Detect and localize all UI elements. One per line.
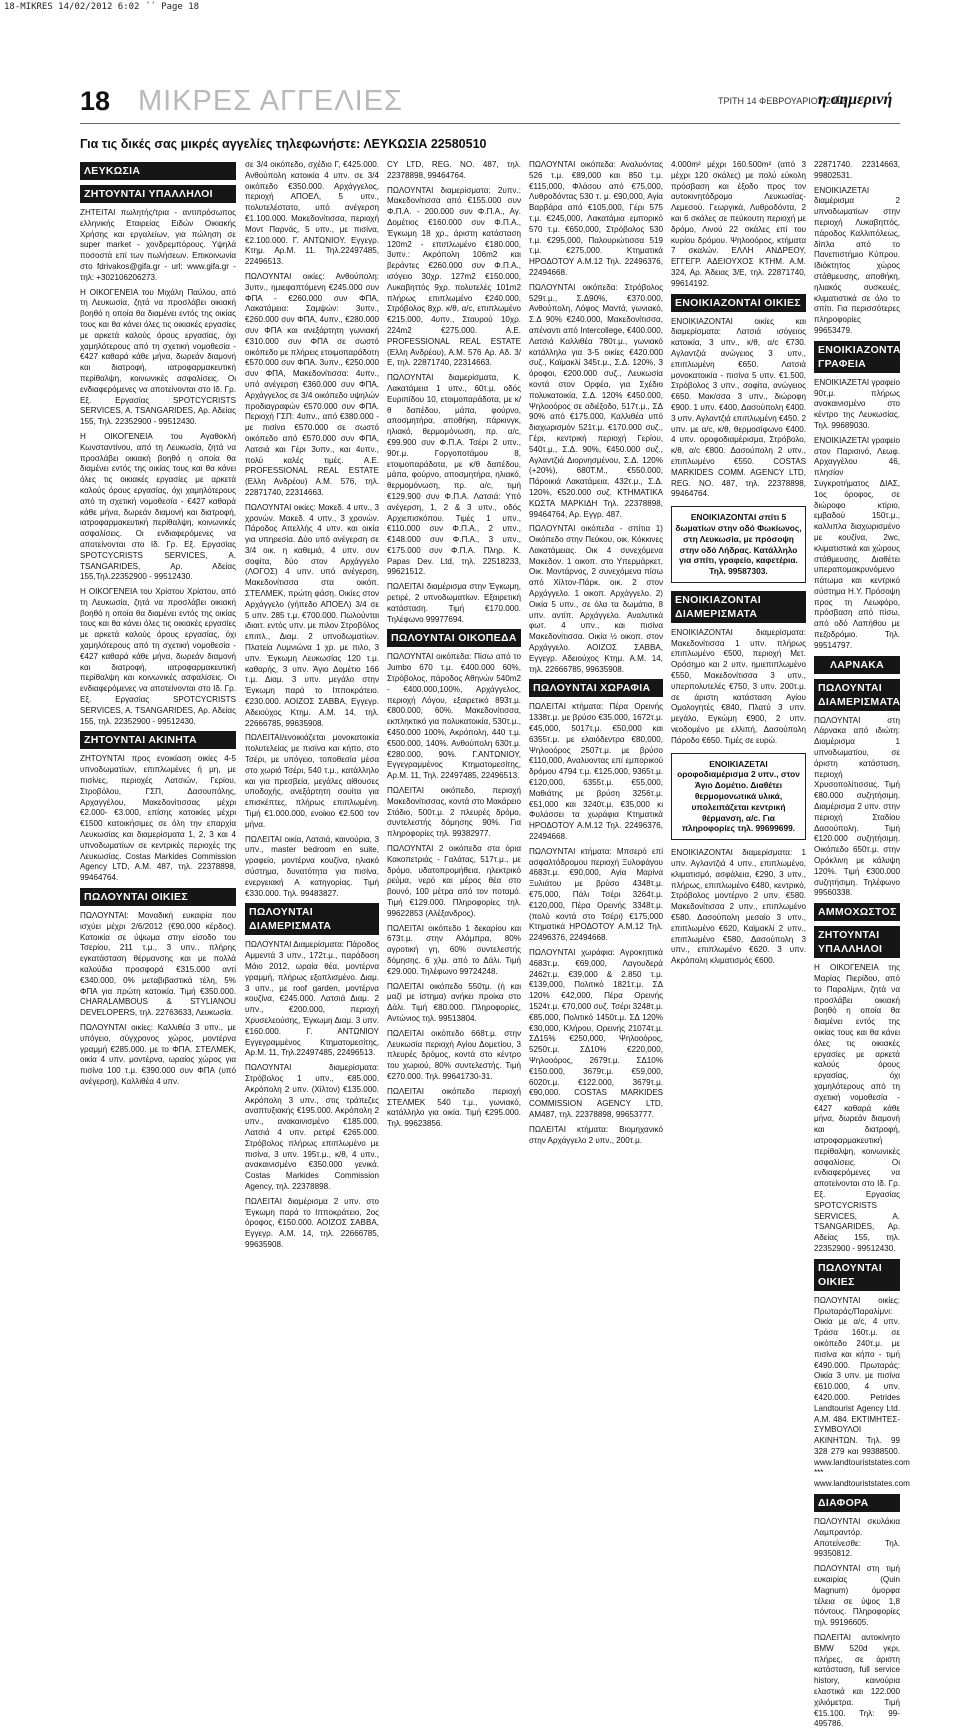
classified-ad: CY LTD, REG. NO. 487, τηλ. 22378898, 99464764. [387,160,521,180]
category-header: ΖΗΤΟΥΝΤΑΙ ΑΚΙΝΗΤΑ [80,731,236,749]
classified-ad: 22871740. 22314663, 99802531. [814,160,900,180]
category-header: ΠΩΛΟΥΝΤΑΙ ΧΩΡΑΦΙΑ [529,679,663,697]
printer-slug: 18-MIKRES 14/02/2012 6:02 ΄΄ Page 18 [4,2,200,12]
classified-ad: ΠΩΛΕΙΤΑΙ διαμέρισμα στην Έγκωμη, ρετιρέ, 2 υπνοδωματίων. Εξαιρετική κατάσταση. Τιμή €170.000. Τηλέφωνο 99977694. [387,582,521,624]
classified-ad: ΕΝΟΙΚΙΑΖΕΤΑΙ γραφείο στον Παρισινό, Λεωφ. Αρχαγγέλου 46, πλησίον Συγκροτήματος ΔΙΑΣ, 1ος όροφος, σε διώροφο κτίριο, εμβαδού 150τ.μ., καλλιπλα διαχωρισμένο με κουζίνα, 2wc, κλιματιστικά και χώρους στάθμευσης. Διαθέτει υπεραπομακρυνόμενο πάτωμα και κεντρικό σύστημα Η.Υ. Πρόσοψη προς τη Λεωφόρο, πρόσβαση από πίσω, από οδό Λαπήθου με πεζοδρόμιο. Τηλ. 99514797. [814,435,900,650]
classified-ad: Η ΟΙΚΟΓΕΝΕΙΑ του Μιχάλη Παύλου, από τη Λευκωσία, ζητά να προσλάβει οικιακή βοηθό η οποία θα διαμένει εντός της οικίας τους και θα κάνει όλες τις οικιακές εργασίες με αρκετά καλούς όρους εργασίας, όχι χαμηλότερους από τη σχετική νομοθεσία - €427 καθαρά κάθε μήνα, δωρεάν διαμονή και διατροφή, ιατροφαρμακευτική περίθαλψη, κοινωνικές ασφαλίσεις. Οι ενδιαφερόμενες να αποτείνονται στο Ιδ. Γρ. Εξ. Εργασίας SPOTCYCRISTS SERVICES, A. TSANGARIDES, Αρ. Αδείας 155, Τηλ. 22352900 - 99512430. [80,287,236,427]
classified-ad: ΠΩΛΟΥΝΤΑΙ οικόπεδα - σπίτια 1) Οικόπεδο στην Πεύκου, οικ. Κόκκινες Λακατάμειας. Οικ 4 συνεχόμενα Μακεδον. 1 οικοπ. στο Υπερμάρκετ, Οικ. Μοντάρνος, 2 συνεχόμενα πίσω από Χίλτον-Πάρκ. οικ. 2 στον Αρχάγγελο. 1 οικοπ. Αρχάγγελο. 2) Οικία 5 υπν., σε όλα τα δωμάτια, 8 υπν. αντίπ. Αρχάγγελο. Αναλυτικά φωτ. 4 υπν., και πισίνα Μακεδονίτισσα. Οικία ½ οικοπ. στον Αρχάγγελο. ΑΟΙΖΟΣ ΣΑΒΒΑ, Εγγεγρ. Αδειούχος Κτημ. Α.Μ. 14, τηλ. 22666785, 99635908. [529,524,663,674]
classified-ad: ΠΩΛΟΥΝΤΑΙ στη τιμή ευκαιρίας (Quin Magnum) όμορφα τέλεια σε ύψος 1,8 πόντους. Πληροφορίες τηλ. 99196605. [814,1564,900,1628]
classified-ad: ΠΩΛΟΥΝΤΑΙ οικίες: Καλλιθέα 3 υπν., με υπόγειο, σύγχρονος χώρος, μοντέρνα γραμμή €285.000. με το ΦΠΑ. ΣΤΕΛΜΕΚ, οικία 4 υπν. μοντέρνα, ωραίος χώρος για πισίνα 100 τ.μ. €390.000 συν ΦΠΑ (υπό ανέγερση), Καλλιθέα 4 υπν. [80,1022,236,1086]
classified-ad: ΕΝΟΙΚΙΑΖΕΤΑΙ γραφείο 90τ.μ. πλήρως ανακαινισμένο στο κέντρο της Λευκωσίας. Τηλ. 99689030. [814,377,900,430]
category-header-city: ΛΑΡΝΑΚΑ [814,656,900,674]
column-6 [814,160,910,1729]
classified-ad: ΠΩΛΟΥΝΤΑΙ σκυλάκια Λαμπραντόρ. Αποτείνεσθε: Τηλ. 99350812. [814,1517,900,1559]
classified-ad: ΠΩΛΕΙΤΑΙ αυτοκίνητο BMW 520d γκρι, πλήρες, σε άριστη κατάσταση, full service history, καινούρια ελαστικά και 122.000 χιλιόμετρα. Τιμή €15.100. Τηλ: 99-495786. [814,1633,900,1729]
header-rule [80,123,900,124]
classified-ad: ΠΩΛΟΥΝΤΑΙ χωράφια: Αγροκηπικά 4683τ.μ. €69,000, Λαγουδερά 2462τ.μ. €39,000 & 2.850 τ.μ. €139,000, Πολιτικό 1821τ.μ. ΣΔ 120% €42,000, Πέρα Ορεινής 1524τ.μ. €70,000 συζ. Τσέρι 3248τ.μ. €85,000, Πολιτικό 1450τ.μ. ΣΔ 120% €30,000, Κλήρου, Ορεινής 21074τ.μ. ΣΔ15% €250,000, Ψηλοοόρος, 5250τ.μ. ΣΔ10% €220,000, Ψηλοοόρος, 2679τ.μ. ΣΔ10% €150.000, 3679τ.μ. €59,000, 6020τ.μ. €122.000, 3679τ.μ. €90,000. COSTAS MARKIDES COMMISSION AGENCY LTD, AM487, τηλ. 22378898, 99653777. [529,947,663,1119]
classified-ad: ΠΩΛΕΙΤΑΙ οικόπεδο 668τ.μ. στην Λευκωσία περιοχή Αγίου Δομετίου, 3 πλευρές δρόμος, κοντά στο κέντρο του χωριού, 80% συντελεστής. Τιμή €270.000. Τηλ. 99641730-31. [387,1028,521,1081]
section-title: ΜΙΚΡΕΣ ΑΓΓΕΛΙΕΣ [138,85,403,117]
boxed-ad: ΕΝΟΙΚΙΑΖΟΝΤΑΙ σπίτι 5 δωματίων στην οδό Φωκίωνος, στη Λευκωσία, με πρόσοψη στην οδό Λήδρας. Κατάλληλο για σπίτι, γραφείο, καφετέρια. Τηλ. 99587303. [671,506,806,583]
category-header: ΔΙΑΦΟΡΑ [814,1494,900,1512]
category-header-city: ΑΜΜΟΧΩΣΤΟΣ [814,903,900,921]
classified-ad: ΠΩΛΕΙΤΑΙ κτήματα: Πέρα Ορεινής 1338τ.μ. με βρύσο €35.000, 1672τ.μ. €45,000, 5017τ.μ. €50,000 και 6355τ.μ. με ελαιόδεντρα €80,000, Ψηλοοόρος 2507τ.μ. με βρύσο €110,000, Αναλυοντας επί εμπορικού δρόμου 4794 τ.μ. €125,000, 9365τ.μ. €120,000, 6355τ.μ. €55,000, Μαθιάτης με βρύση 3256τ.μ. €51,000 και 3240τ.μ. €35,000 κι Φυλάσσει τα χωράφια Κτηματικά ΗΡΟΔΟΤΟΥ Α.Μ.12 Τηλ. 22496376, 22494668. [529,702,663,842]
classified-ad: ΠΩΛΟΥΝΤΑΙ οικίες: Ανθούπολη: 3υπν., ημιεφαπτόμενη €245.000 συν ΦΠΑ - €260.000 συν ΦΠΑ, Λακατάμεια: Σαμψών: 3υπν., €260.000 συν ΦΠΑ, 4υπν., €280.000 συν ΦΠΑ και ανεξάρτητη γωνιακή €310.000 συν ΦΠΑ σε σωστό οικόπεδο με πλήρεις ετοιμοπαράδοτη €570.000 συν ΦΠΑ. 3υπν., €250.000 συν ΦΠΑ, Μακεδονίτισσα: 4υπν., υπό ανέγερση €360.000 συν ΦΠΑ, Αρχάγγελος σε 3/4 οικόπεδο υψηλών προδιαγραφών €570.000 συν ΦΠΑ. Περιοχή ΓΣΠ: 4υπν., από €380.000 - με πισίνα €570.000 σε σωστό οικόπεδο από €570.000 συν ΦΠΑ, Λατσιά και Γέρι 3υπν., και 4υπν., πολύ καλές τιμές. A.E. PROFESSIONAL REAL ESTATE (Ελλη Ανδρέου) A.M. 576, τηλ. 22871740, 22314663. [245,271,379,497]
classified-ad: Η ΟΙΚΟΓΕΝΕΙΑ του Χρίστου Χρίστου, από τη Λευκωσία, ζητά να προσλάβει οικιακή βοηθό η οποία θα διαμένει εντός της οικίας τους και θα κάνει όλες τις οικιακές εργασίες με αρκετά καλούς όρους εργασίας, όχι χαμηλότερους από τη σχετική νομοθεσία - €427 καθαρά κάθε μήνα, δωρεάν διαμονή και διατροφή, ιατροφαρμακευτική περίθαλψη και κοινωνικές ασφαλίσεις. Οι ενδιαφερόμενες να αποτείνονται στο Ιδ. Γρ. Εξ. Εργασίας SPOTCYCRISTS SERVICES, A. TSANGARIDES, Αρ. Αδείας 155, τηλ. 22352900 - 99512430. [80,587,236,726]
classified-ad: ΠΩΛΟΥΝΤΑΙ οικόπεδα: Αναλυόντας 526 τ.μ. €89,000 και 850 τ.μ. €115,000, Φλάσου από €75,000, Λυθροδόντας 530 τ. μ. €90,000, Αγία Βαρβάρα από €105,000, Γέρι 575 τ.μ. €245,000, Λακατάμια εμπορικό 570 τ.μ. €650,000, Στρόβολος 530 τ.μ. €295,000, Παλουριώτισσα 519 τ.μ. €275,000. Κτηματικά ΗΡΟΔΟΤΟΥ Α.Μ.12 Τηλ. 22496376, 22494668. [529,160,663,277]
page-number: 18 [80,86,111,116]
category-header: ΠΩΛΟΥΝΤΑΙ ΟΙΚΟΠΕΔΑ [387,629,521,647]
column-1 [80,160,236,1300]
classified-ad: ΠΩΛΕΙΤΑΙ οικόπεδο, περιοχή Μακεδονίτισσας, κοντά στο Μακάρειο Στάδιο, 500τ.μ. 2 πλευρές δρόμο, συντελεστής δόμησης 90%. Για πληροφορίες τηλ. 99382977. [387,786,521,839]
classified-ad: ΠΩΛΟΥΝΤΑΙ οικόπεδα: Πίσω από το Jumbo 670 τ.μ. €400.000 60%, Στρόβολος, πάροδος Αθηνών 540m2 - €400.000,100%, Αρχάγγελος, περιοχή Λόγου, εξαιρετικό 893τ.μ. €800.000, 60%. Μακεδονίτισσα, εκπληκτικό για πολυκατοικία, 530τ.μ., €450.000 100%, Ακρόπολη, 440 τ.μ. €500.000, 140%. Ανθούπολη 630τ.μ. €280.000, 90%. Γ.ΑΝΤΩΝΙΟΥ, Εγγεγραμμένος Κτηματομεσίτης, Αρ.Μ. 11, Τηλ. 22497485, 22496513. [387,652,521,781]
classified-ad: ΠΩΛΕΙΤΑΙ οικόπεδο περιοχή ΣΤΕΛΜΕΚ 540 τ.μ., γωνιακό, κατάλληλο για οικία. Τιμή €295.000. Τηλ. 99623856. [387,1086,521,1129]
classified-ad: Η ΟΙΚΟΓΕΝΕΙΑ του Αγαθοκλή Κωνσταντίνου, από τη Λευκωσία, ζητά να προσλάβει οικιακή βοηθό η οποία θα διαμένει εντός της οικίας τους και θα κάνει όλες τις οικιακές εργασίες με αρκετά καλούς όρους εργασίας, όχι χαμηλότερους από τη σχετική νομοθεσία - €427 καθαρά κάθε μήνα, δωρεάν διαμονή και διατροφή, ιατροφαρμακευτική περίθαλψη, κοινωνικές ασφαλίσεις. Οι ενδιαφερόμενες να αποτείνονται στο Ιδ. Γρ. Εξ. Εργασίας SPOTCYCRISTS SERVICES, A. TSANGARIDES, Αρ. Αδείας 155,Τηλ.22352900 - 99512430. [80,431,236,582]
category-header: ΠΩΛΟΥΝΤΑΙ ΟΙΚΙΕΣ [814,1259,900,1291]
classified-ad: ΠΩΛΟΥΝΤΑΙ Διαμερίσματα: Πάροδος Αμμεντά 3 υπν., 172τ.μ., παράδοση Μάιο 2012, ωραία θέα, μοντέρνα γραμμή, πλήρως εξοπλισμένο. Διαμ. 3 υπν., με roof garden, μοντέρνα κουζίνα, €245.000. Λατσιά Διαμ. 2 υπν., €200.000, περιοχή Χρυσελεούσης, Έγκωμη Διαμ. 3 υπν. €160.000. Γ. ΑΝΤΩΝΙΟΥ Εγγεγραμμένος Κτηματομεσίτης, Αρ.Μ. 11, Τηλ.22497485, 22496513. [245,940,379,1058]
column-3 [387,160,521,1300]
classified-ad: ΖΗΤΟΥΝΤΑΙ προς ενοικίαση οικίες 4-5 υπνοδωματίων, επιπλωμένες ή μη, με πισίνες, περιοχές Λατσιών, Γερίου, Στροβόλου, ΓΣΠ, Δασουπόλης, Αρχαγγέλου, Μακεδονίτισσας μέχρι €2.000- €3.000, επίσης κατοικίες μέχρι €1500 κατοικήσιμες σε όλη την επαρχία Λευκωσίας και διαμερίσματα 1, 2, 3 και 4 υπνοδωματίων σε κεντρικές περιοχές της Λευκωσίας. Costas Markides Commission Agency LTD, A.M. 487, τηλ. 22378898, 99464764. [80,754,236,883]
category-header-city: ΛΕΥΚΩΣΙΑ [80,162,236,180]
classified-ad: ΠΩΛΟΥΝΤΑΙ στη Λάρνακα από ιδιώτη: Διαμέρισμα 1 υπνοδωματίου, σε άριστη κατάσταση, περιοχή Χρυσοπολίτισσας. Τιμή €80.000 συζητήσιμη. Διαμέρισμα 2 υπν. στην περιοχή Σταδίου Δασούπολη. Τιμή €120.000 συζητήσιμη. Οικόπεδο 650τ.μ. στην Ορόκλινη με κάλυψη 120%. Τιμή €300.000 συζητήσιμη. Τηλέφωνο 99560338. [814,715,900,898]
classified-ad: ΠΩΛΟΥΝΤΑΙ κτήματα: Μπσερό επί ασφαλτόδρομου περιοχή Ξυλοφάγου 4683τ.μ. €90,000, Αγία Μαρίνα Ξυλιάτου με βρύσο 4348τ.μ. €75,000, Πάλι Τσέρι 3264τ.μ. €120,000, Πέρα Ορεινής 3348τ.μ. (πολύ κοντά στο Τσέρι) €175,000 Κτηματικά ΗΡΟΔΟΤΟΥ Α.Μ.12 Τηλ. 22496376, 22494668. [529,846,663,943]
column-4 [529,160,663,1300]
issue-date: ΤΡΙΤΗ 14 ΦΕΒΡΟΥΑΡΙΟΥ 2012 [718,96,846,106]
classified-ad: ΠΩΛΕΙΤΑΙ οικόπεδο 1 δεκαρίου και 673τ.μ. στην Αλάμπρα, 80% αγροτική γη, 60% συντελεστής δόμησης. 6 χλμ. από το Δάλι. Τιμή €29.000. Τηλέφωνο 99724248. [387,923,521,976]
category-header: ΠΩΛΟΥΝΤΑΙ ΟΙΚΙΕΣ [80,888,236,906]
classified-ad: ΠΩΛΕΙΤΑΙ οικόπεδο 550τμ. (ή και μαζί με ίστημα) ανήκει προίκα στο Δάλι. Τιμή €80.000. Πληροφορίες, Αντώνιος τηλ. 99513804. [387,981,521,1023]
category-header: ΖΗΤΟΥΝΤΑΙ ΥΠΑΛΛΗΛΟΙ [814,926,900,958]
category-header: ΠΩΛΟΥΝΤΑΙ ΔΙΑΜΕΡΙΣΜΑΤΑ [814,679,900,711]
classified-ad: ΕΝΟΙΚΙΑΖΟΝΤΑΙ οικίες και διαμερίσματα: Λατσιά ισόγειος κατοικία, 3 υπν., κ/θ, α/c €730. Αγλαντζιά ανώγειος 3 υπν., επιπλωμένη €650. Λατσιά μονοκατοικία - πισίνα 5 υπν. €1.500, Στρόβολος 3 υπν., σοφίτα, ανώγειος €650. Μακ/σσα 3 υπν., διώροφη €900. 1 υπν. €400, Δασούπολη €400. 3 υπν. Αγλαντζιά επιπλωμένη €450. 2 υπν. με α/c, κ/θ, θερμοσίφωνο €400. 4 υπν. ορoφοδιαμέρισμα, Στρόβολο, κ/θ, α/c €800. Δασούπολη 2 υπν., επιπλωμένο €550. COSTAS MARKIDES COMM. AGENCY LTD, REG. NO. 487, τηλ. 22378898, 99464764. [671,316,806,499]
classified-ad: ΠΩΛΕΙΤΑΙ κτήματα: Βιομηχανικό στην Αρχάγγελο 2 υπν., 200τ.μ. [529,1124,663,1145]
classified-ad: ΠΩΛΟΥΝΤΑΙ διαμερίσματα: 2υπν.: Μακεδονίτισσα από €155.000 συν Φ.Π.Α. - 200.000 συν Φ.Π.Α., Αγ. Δομέτιος €160.000 συν Φ.Π.Α., Έγκωμη 18 χρ., άριστη κατάσταση 120m2 - επιπλωμένο €180.000, 3υπν.: Ακρόπολη 106m2 και βεράντες €260.000 συν Φ.Π.Α., ισόγειο 30χρ. 127m2 €150.000, Λυκαβηττός 9χρ. πολυτελές 101m2 πλήρως επιπλωμένο €240.000, Στρόβολος 8χρ. κ/θ, α/c, επιπλωμένο €215.000, 4υπν., Σταυρού 10χρ. 224m2 €275.000. A.E. PROFESSIONAL REAL ESTATE (Ελλη Ανδρέου), A.M. 576 Αρ. Αδ. 3/Ε, τηλ. 22871740, 22314663. [387,185,521,368]
classified-ad: Η ΟΙΚΟΓΕΝΕΙΑ της Μαρίας Πιερίδου, από το Παραλίμνι, ζητά να προσλάβει οικιακή βοηθό η οποία θα διαμένει εντός της οικίας τους και θα κάνει όλες τις οικιακές εργασίες με αρκετά καλούς όρους εργασίας, όχι χαμηλότερους από τη σχετική νομοθεσία - €427 καθαρά κάθε μήνα, δωρεάν διαμονή και διατροφή, ιατροφαρμακευτική περίθαλψη, κοινωνικές ασφαλίσεις. Οι ενδιαφερόμενες να αποτείνονται στο Ιδ. Γρ. Εξ. Εργασίας SPOTCYCRISTS SERVICES, A. TSANGARIDES, Αρ. Αδείας 155, τηλ. 22352900 - 99512430. [814,963,900,1253]
category-header: ΕΝΟΙΚΙΑΖΟΝΤΑΙ ΟΙΚΙΕΣ [671,294,806,312]
boxed-ad: ΕΝΟΙΚΙΑΖΕΤΑΙ οροφοδιαμέρισμα 2 υπν., στον Άγιο Δομέτιο. Διαθέτει θερμομονωτικά υλικά, υπολειπάζεται κεντρική θέρμανση, α/c. Για πληροφορίες τηλ. 99699699. [671,753,806,841]
classified-ad: ΠΩΛΟΥΝΤΑΙ 2 οικόπεδα στα όρια Κακοπετριάς - Γαλάτας, 517τ.μ., με δρόμο, υδατοπρομήθεια, ηλεκτρικό ρεύμα, νερό και μέρος θέα στο βουνό, 100 μέτρα από τον ποταμό. Τιμή €129.000. Πληροφορίες τηλ. 99622853 (Αλέξανδρος). [387,844,521,918]
classified-ad: ΠΩΛΕΙΤΑΙ διαμέρισμα 2 υπν. στο Έγκωμη παρά το Ιπποκράτειο, 2ος όροφος, €150.000. ΑΟΙΖΟΣ ΣΑΒΒΑ, Εγγεγρ. Α.Μ. 14, τηλ. 22666785, 99635908. [245,1196,379,1249]
category-header: ΠΩΛΟΥΝΤΑΙ ΔΙΑΜΕΡΙΣΜΑΤΑ [245,903,379,935]
newspaper-logo: η σημερινή [818,91,893,108]
classified-ad: ΠΩΛΟΥΝΤΑΙ: Μοναδική ευκαιρία που ισχύει μέχρι 2/6/2012 (€90.000 κέρδος). Κατοικία σε ύψωμα στην είσοδο του Τσερίου, 211 τ.μ., 3 υπν., πλήρης εγκατάσταση θέρμανσης και με πολλά καλούδια προσφορά €315.000 αντί €340.000, 0% μεταβιβαστικά τέλη, 5% ΦΠΑ για πρώτη κατοικία. Τιμή €350.000. CHARALAMBOUS & STYLIANOU DEVELOPERS, τηλ. 22763633, Λευκωσία. [80,911,236,1018]
classified-ad: ΠΩΛΟΥΝΤΑΙ διαμερίσματα, Κ. Λακατάμεια 1 υπν., 60τ.μ. οδός Ευριπίδου 10, ετοιμοπαράδοτα, με κ/θ δαπέδου, μάπα, φούρνο, αποσμητήρα, αποθήκη, πάρκινγκ, ηλιακό, θερμομόνωση, πρ. α/c, €99.900 συν Φ.Π.Α. Τσέρι 2 υπν., 90τ.μ. Γοργοποτάμου 8, ετοιμοπαράδοτα, με κ/θ δαπέδου, μάπα, φούρνο, αποσμητήρα, ηλιακό, θερμομόνωση, πρ. α/c, τιμή €129.900 συν Φ.Π.Α. Λατσιά: Υπό ανέγερση, 1, 2 & 3 υπν., οδός Αρχιεπισκόπου. Τιμές 1 υπν., €110.000 συν Φ.Π.Α., 2 υπν., €148.000 συν Φ.Π.Α., 3 υπν., €175.000 συν Φ.Π.Α. Πληρ. Κ. Papas Dev. Ltd, τηλ. 22518233, 99621512. [387,373,521,577]
page-header [80,84,900,124]
category-header: ΕΝΟΙΚΙΑΖΟΝΤΑΙ ΔΙΑΜΕΡΙΣΜΑΤΑ [671,591,806,623]
classified-ad: ΕΝΟΙΚΙΑΖΟΝΤΑΙ διαμερίσματα: 1 υπν. Αγλαντζιά 4 υπν., επιπλωμένο, κλιματισμό, ασφάλεια, €290, 3 υπν., πλήρως, επιπλωμένο €480, κεντρικό, Στρόβολος μοντέρνο 2 υπν. €580. Μακεδονίτισσα 2 υπν., επιπλωμένο €580. Δασούπολη μεσαίο 3 υπν., επιπλωμένο €620, Καϊμακλί 2 υπν., επιπλωμένο €580, Δασούπολη 3 υπν., επιπλωμένο €620. 3 υπν. Ακρόπολη κλιματισμός €600. [671,848,806,966]
category-header: ΕΝΟΙΚΙΑΖΟΝΤΑΙ ΓΡΑΦΕΙΑ [814,341,900,373]
classified-ad: ΠΩΛΕΙΤΑΙ οικία, Λατσιά, καινούρια, 3 υπν., master bedroom en suite, γραφείο, μοντέρνα κουζίνα, ηλιακό σύστημα, δυνατότητα για πισίνα, ενεργειακή Α κατηγορίας. Τιμή €330.000. Τηλ. 99483827. [245,834,379,898]
classified-ad: ΠΩΛΟΥΝΤΑΙ οικίες: Πρωταράς/Παραλίμνι: Οικία με α/c, 4 υπν. Τράσα 160τ.μ. σε οικόπεδο 240τ.μ. με πισίνα και κήπο - τιμή €490.000. Πρωταράς: Οικία 3 υπν. με πισίνα €610.000, 4 υπν. €420.000. Petrides Landtourist Agency Ltd. A.M. 484. ΕΚΤΙΜΗΤΕΣ-ΣΥΜΒΟΥΛΟΙ ΑΚΙΝΗΤΩΝ. Τηλ. 99 328 279 και 99388500. www.landtouriststates.com *** www.landtouriststates.com [814,1295,910,1489]
classified-ad: ΖΗΤΕΙΤΑΙ πωλητής/τρια - αντιπρόσωπος ελληνικής Εταιρείας Ειδών Οικιακής Χρήσης και εργαλείων, για πώληση σε super market - χονδρεμπόρους. Υψηλά ποσοστά επί των πωλήσεων. Επικοινωνία στο fdrivakos@gifa.gr - url: www.gifa.gr - τηλ: +302106206273. [80,208,236,282]
column-5 [671,160,806,1300]
classified-ad: ΠΩΛΟΥΝΤΑΙ οικίες: Μακεδ. 4 υπν., 3 χρονών. Μακεδ. 4 υπν., 3 χρονών. Πάροδος Απελλής 4 υπν. και οικία για υπηρεσία. Δύο υπό ανέγερση σε 3/4 οικ. η καθεμιά, 4 υπν. συν σοφίτα, δύο στον Αρχάγγελο (ΛΟΓΟΣ) 4 υπν. υπό ανέγερση, Μακεδονίτισσα στα οικόπ. ΣΤΕΛΜΕΚ, πρώτη φάση. Οικίες στον Αρχάγγελο (γήπεδο ΑΠΟΕΛ) 3/4 σε 5 υπν. 285 τ.μ. €700.000. Πωλούνται ιδιαιτ. εντός υπν. με πιλον Στροβόλος επιπλ., Διαμ. 2 υπνοδωματίων. Πλατεία Λυμνιώνα 1 χρ. με πιλο, 3 υπν. Έγκωμη Λευκωσίας 120 τ.μ. καθαρής, 3 υπν. Άγιο Δομέτιο 166 τ.μ. Διαμ. 3 υπν. μεγάλο στην Έγκωμη παρά το Ιπποκράτειο. €230.000. ΑΟΙΖΟΣ ΣΑΒΒΑ, Εγγεγρ. Αδειούχος Κτημ. Α.Μ. 14, τηλ. 22666785, 99635908. [245,502,379,728]
classified-ad: ΠΩΛΕΙΤΑΙ/ενοικιάζεται μονοκατοικία πολυτελείας με πισίνα και κήπο, στο Τσέρι, με υπόγειο, τοποθεσία μέσα στο χωριό Τσέρι, 540 τ.μ., κατάλληλο και για πρεσβεία, μεγάλες αίθουσες υποδοχής, ανεξάρτητη σουίτα για επισκέπτες, πλήρως επιπλωμένη. Τιμή €1.000.000, ενοίκιο €2.500 τον μήνα. [245,733,379,829]
classified-ad: ΠΩΛΟΥΝΤΑΙ διαμερίσματα: Στρόβολος 1 υπν., €85.000. Ακρόπολη 2 υπν. (Χίλτον) €135.000. Ακρόπολη 3 υπν., στις τράπεζες αναπτυξιακής €195.000. Ακρόπολη 2 υπν., ανακαινισμένο €185.000. Λατσιά 4 υπν. ρετιρέ €265.000. Στρόβολος πλήρως επιπλωμένο με πισίνα, 3 υπν. 195τ.μ., κ/θ, 4 υπν., ανακαινισμένο €350.000 γενικά. Costas Markides Commission Agency, τηλ. 22378898. [245,1063,379,1191]
classified-ad: 4.000m² μέχρι 160.500m² (από 3 μέχρι 120 σκάλες) με πολύ εύκολη πρόσβαση και έξοδο προς τον αυτοκινητόδρομο Λευκωσίας-Λεμεσού. Γεωργικά, Λυθροδόντα, 2 και 6 σκάλες σε πεύκουτη περιοχή με δρόμο, Λινού 22 σκάλες επί του κυρίου δρόμου. Ψηλοοόρος, κτήματα 7 σκαλών. ΕΛΛΗ ΑΝΔΡΕΟΥ, ΕΓΓΕΓΡ. ΑΔΕΙΟΥΧΟΣ ΚΤΗΜ. Α.Μ. 324, Αρ. Άδειας 3/Ε, τηλ. 22871740, 99614192. [671,160,806,288]
classified-ad: σε 3/4 οικόπεδο, σχέδιο Γ, €425.000. Ανθούπολη κατοικία 4 υπν. σε 3/4 οικόπεδο €350.000. Αρχάγγελος, περιοχή ΑΠΟΕΛ, 5 υπν., πολυτελέστατο, υπό ανέγερση €1.100.000. Μακεδονίτισσα, περιοχή Μοντ Παρνάς, 5 υπν., με πισίνα, €2.100.000. Γ. ΑΝΤΩΝΙΟΥ. Εγγεγρ. Κτημ. Αρ.Μ. 11. Τηλ.22497485, 22496513. [245,160,379,267]
phone-banner: Για τις δικές σας μικρές αγγελίες τηλεφωνήστε: ΛΕΥΚΩΣΙΑ 22580510 [80,137,487,151]
classified-ad: ΕΝΟΙΚΙΑΖΟΝΤΑΙ διαμερίσματα: Μακεδονίτισσα 1 υπν. πλήρως επιπλωμένο €500, περιοχή Μετ. Ορόσημο και 2 υπν. ημιεπιπλωμένο €550, Μακεδονίτισσα 3 υπν., υπερπολυτελές €750, 3 υπν. 200τ.μ. σε άριστη κατάσταση Αγίου Ομολογητές €840, Πλατύ 3 υπν. μεγάλο, Εγκώμη €900, 2 υπν. νεοδομένο με ελλιπή, Δασούπολη Πάροδο €650. Τιμές σε ευρώ. [671,627,806,745]
classified-ad: ΕΝΟΙΚΙΑΖΕΤΑΙ διαμέρισμα 2 υπνοδωματίων στην περιοχή Λυκαβηττός, πάροδος Καλλιπόλεως, δίπλα από το Πανεπιστήμιο Κύπρου. Ιδιόκτητος χώρος στάθμευσης, αποθήκη, ηλιακός συσκευές, κλιματιστικά σε όλο το σπίτι. Για περισσότερες πληροφορίες 99653479. [814,185,900,335]
column-2 [245,160,379,1300]
category-header: ΖΗΤΟΥΝΤΑΙ ΥΠΑΛΛΗΛΟΙ [80,185,236,203]
classified-ad: ΠΩΛΟΥΝΤΑΙ οικόπεδα: Στρόβολος 529τ.μ., Σ.Δ90%, €370.000, Ανθούπολη, Λόφος Μαντά, γωνιακό, Σ.Δ 90% €240.000, Μακεδονίτισσα, απέναντι από Intercollege, €400.000, Λατσιά Καλλιθέα 780τ.μ., γωνιακό κατάλληλο για 3-5 οικίες €420.000 συζ., Καϊμακλί 345τ.μ., Σ.Δ. 120%, 3 όροφοι, €200.000 συζ., Λευκωσία κοντά στον Ορφέα, για Σχέδιο πολυκατοικία, Σ.Δ. 120% €450.000, Ψηλοοόρος σε αδιέξοδο, 517τ.μ., ΣΔ 90% από €175.000, Καλλιθέα υπό διαχωρισμόν 521τ.μ. €170.000 συζ., Γέρι, κεντρική περιοχή Γερίου, 540τ.μ., Σ.Δ. 90%, €450.000 συζ., Αγλαντζιά Διορνησμένου, Σ.Δ. 120% (+20%), 680Τ.Μ., €550.000, Πάροικιά Λακατάμεια, 432τ.μ., Σ.Δ. 120%, €520.000 συζ. ΚΤΗΜΑΤΙΚΑ ΚΩΣΤΑ ΜΑΡΚΙΔΗ Τηλ. 22378898, 99464764, Αρ. Εγγρ. 487. [529,282,663,519]
